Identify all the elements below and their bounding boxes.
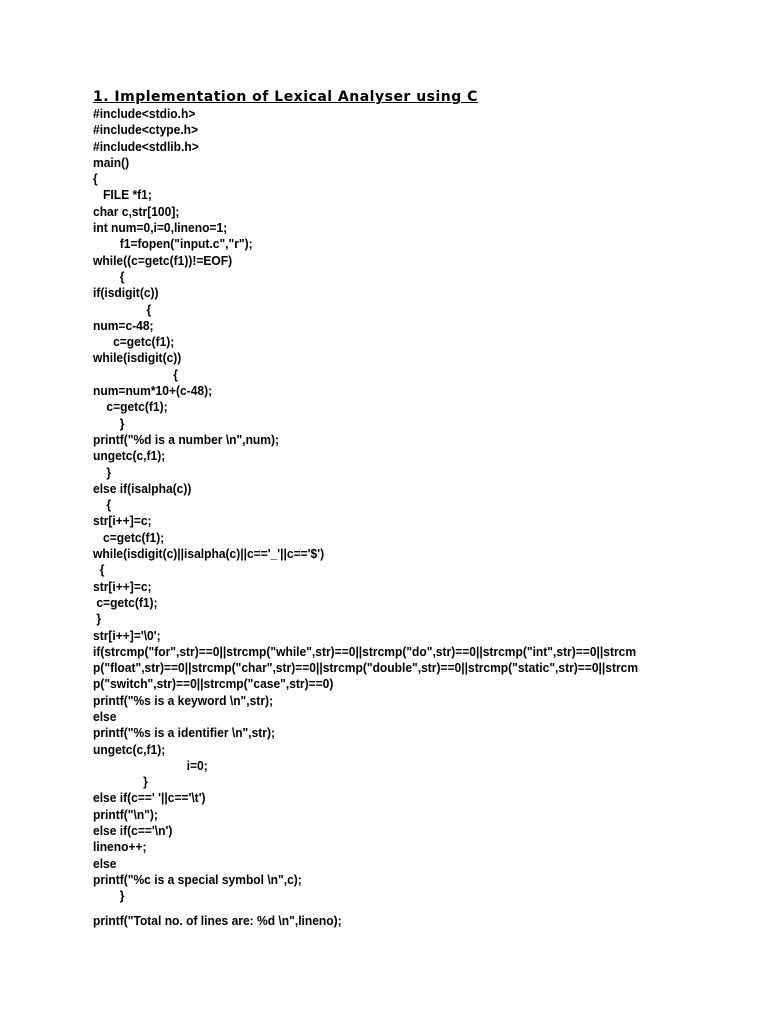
code-line: str[i++]=c; (93, 579, 152, 594)
code-line: printf("%d is a number \n",num); (93, 432, 280, 447)
code-line: } (93, 465, 112, 480)
code-line: { (93, 172, 98, 187)
code-line: num=num*10+(c-48); (93, 384, 213, 399)
code-line: c=getc(f1); (93, 335, 175, 350)
code-line: ungetc(c,f1); (93, 742, 166, 757)
code-line: } (93, 889, 125, 904)
code-line: str[i++]='\0'; (93, 628, 161, 643)
code-line: #include<ctype.h> (93, 123, 199, 138)
code-line: { (93, 367, 178, 382)
code-line: else if(c==' '||c=='\t') (93, 791, 206, 806)
code-line: lineno++; (93, 840, 147, 855)
code-line: printf("%c is a special symbol \n",c); (93, 872, 302, 887)
document-heading: 1. Implementation of Lexical Analyser using C (93, 89, 478, 105)
code-line: while(isdigit(c)||isalpha(c)||c=='_'||c=='$') (93, 547, 325, 562)
code-line: printf("%s is a keyword \n",str); (93, 693, 274, 708)
code-line: #include<stdio.h> (93, 107, 196, 121)
code-line: c=getc(f1); (93, 400, 168, 415)
code-line: #include<stdlib.h> (93, 139, 199, 154)
code-line: { (93, 302, 152, 317)
code-line: c=getc(f1); (93, 530, 165, 545)
code-line: main() (93, 155, 130, 170)
code-line: printf("\n"); (93, 807, 158, 822)
code-line: c=getc(f1); (93, 595, 158, 610)
code-line: { (93, 498, 112, 513)
code-line: { (93, 269, 125, 284)
code-line: } (93, 416, 125, 431)
code-line: char c,str[100]; (93, 204, 180, 219)
code-line: ungetc(c,f1); (93, 449, 166, 464)
code-line: printf("%s is a identifier \n",str); (93, 726, 276, 741)
code-listing (93, 106, 693, 929)
code-line: p("switch",str)==0||strcmp("case",str)==0) (93, 677, 334, 692)
code-line: f1=fopen("input.c","r"); (93, 237, 253, 252)
code-line: if(strcmp("for",str)==0||strcmp("while",str)==0||strcmp("do",str)==0||strcmp("int",str)==0||strcm (93, 644, 637, 659)
code-line: { (93, 563, 105, 578)
code-line: } (93, 612, 102, 627)
code-line: } (93, 775, 148, 790)
code-line: else if(isalpha(c)) (93, 481, 192, 496)
code-line: printf("Total no. of lines are: %d \n",lineno); (93, 913, 342, 928)
code-line: i=0; (93, 758, 208, 773)
code-line: else (93, 856, 117, 871)
code-line: while(isdigit(c)) (93, 351, 182, 366)
code-line: if(isdigit(c)) (93, 286, 159, 301)
code-line: FILE *f1; (93, 188, 152, 203)
code-line: else if(c=='\n') (93, 824, 173, 839)
code-line: else (93, 709, 117, 724)
code-line: str[i++]=c; (93, 514, 152, 529)
code-line: num=c-48; (93, 318, 154, 333)
code-line: while((c=getc(f1))!=EOF) (93, 253, 233, 268)
code-line: p("float",str)==0||strcmp("char",str)==0||strcmp("double",str)==0||strcmp("static",str)==0||strcm (93, 661, 639, 676)
code-line: int num=0,i=0,lineno=1; (93, 221, 228, 236)
